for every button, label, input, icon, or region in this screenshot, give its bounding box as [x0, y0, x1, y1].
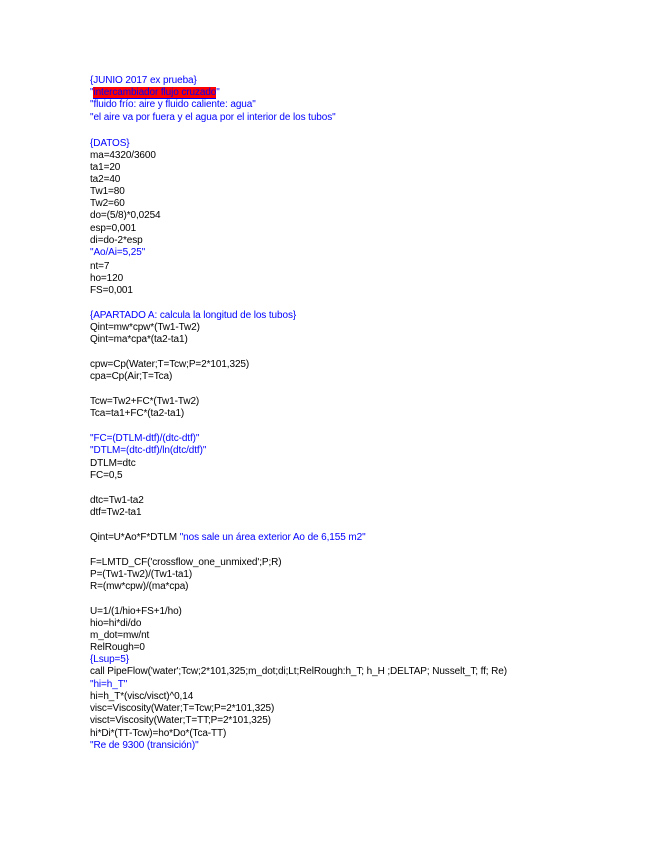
comment-hi: "hi=h_T"	[90, 679, 128, 690]
comment-datos: {DATOS}	[90, 138, 130, 149]
equation-line: ma=4320/3600	[90, 150, 156, 161]
equation-line: RelRough=0	[90, 642, 145, 653]
equation-pipeflow-call: call PipeFlow('water';Tcw;2*101,325;m_dot;di;Lt;RelRough:h_T; h_H ;DELTAP; Nusselt_T; ff; Re)	[90, 666, 507, 677]
highlighted-text: intercambiador flujo cruzado	[93, 87, 217, 98]
comment-fluids: "fluido frío: aire y fluido caliente: agua"	[90, 99, 256, 110]
comment-fc: "FC=(DTLM-dtf)/(dtc-dtf)"	[90, 433, 200, 444]
comment-reynolds: "Re de 9300 (transición)"	[90, 740, 199, 751]
equation-line: dtc=Tw1-ta2	[90, 495, 144, 506]
comment-area-ratio: "Ao/Ai=5,25"	[90, 247, 146, 258]
equation-line: dtf=Tw2-ta1	[90, 507, 142, 518]
quote-open: "	[90, 87, 94, 98]
equation-line: Tw2=60	[90, 198, 125, 209]
equation-line: cpw=Cp(Water;T=Tcw;P=2*101,325)	[90, 359, 250, 370]
equation-line: FC=0,5	[90, 470, 123, 481]
equation-with-comment	[90, 533, 366, 544]
equation-line: di=do-2*esp	[90, 235, 143, 246]
equation-line: Qint=mw*cpw*(Tw1-Tw2)	[90, 322, 200, 333]
comment-lsup: {Lsup=5}	[90, 654, 129, 665]
equation-line: R=(mw*cpw)/(ma*cpa)	[90, 581, 189, 592]
equation-line: Tca=ta1+FC*(ta2-ta1)	[90, 408, 185, 419]
comment-title: {JUNIO 2017 ex prueba}	[90, 75, 197, 86]
equation-line: do=(5/8)*0,0254	[90, 210, 161, 221]
equation-line: cpa=Cp(Air;T=Tca)	[90, 371, 173, 382]
equation-line: ta1=20	[90, 162, 121, 173]
equation-line: hio=hi*di/do	[90, 618, 142, 629]
equation-line: Tcw=Tw2+FC*(Tw1-Tw2)	[90, 396, 200, 407]
equation-line: visct=Viscosity(Water;T=TT;P=2*101,325)	[90, 715, 271, 726]
equation-line: P=(Tw1-Tw2)/(Tw1-ta1)	[90, 569, 193, 580]
equation-line: DTLM=dtc	[90, 458, 136, 469]
equation-line: hi*Di*(TT-Tcw)=ho*Do*(Tca-TT)	[90, 728, 227, 739]
quote-close: "	[216, 87, 220, 98]
equation-line: m_dot=mw/nt	[90, 630, 150, 641]
equation-line: hi=h_T*(visc/visct)^0,14	[90, 691, 194, 702]
equation-line: ho=120	[90, 273, 124, 284]
equation-line: FS=0,001	[90, 285, 133, 296]
equation-line: visc=Viscosity(Water;T=Tcw;P=2*101,325)	[90, 703, 275, 714]
equation-code: Qint=U*Ao*F*DTLM	[90, 532, 180, 543]
comment-apartado-a: {APARTADO A: calcula la longitud de los tubos}	[90, 310, 297, 321]
comment-area-result: "nos sale un área exterior Ao de 6,155 m2"	[179, 532, 366, 543]
equation-line: U=1/(1/hio+FS+1/ho)	[90, 606, 182, 617]
equation-line: ta2=40	[90, 174, 121, 185]
comment-exchanger-type	[90, 88, 220, 99]
equation-line: Tw1=80	[90, 186, 125, 197]
equation-line: nt=7	[90, 261, 110, 272]
equation-line: F=LMTD_CF('crossflow_one_unmixed';P;R)	[90, 557, 282, 568]
comment-dtlm: "DTLM=(dtc-dtf)/ln(dtc/dtf)"	[90, 445, 207, 456]
equation-line: esp=0,001	[90, 223, 137, 234]
equation-line: Qint=ma*cpa*(ta2-ta1)	[90, 334, 188, 345]
comment-flow-sides: "el aire va por fuera y el agua por el interior de los tubos"	[90, 112, 336, 123]
